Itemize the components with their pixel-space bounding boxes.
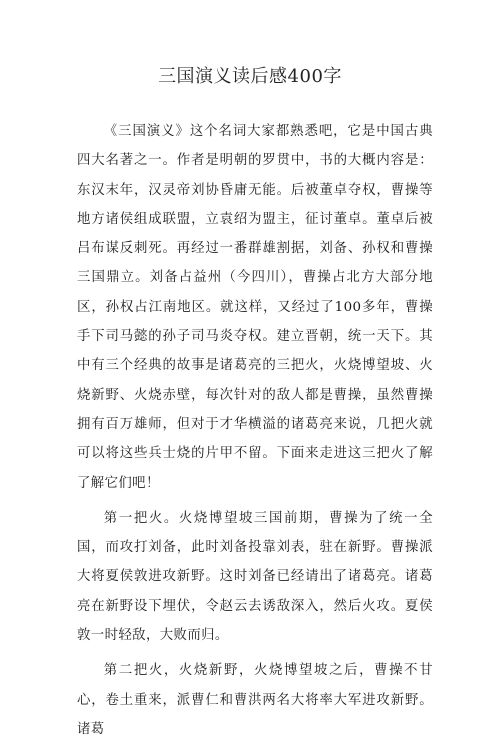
paragraph-intro: 《三国演义》这个名词大家都熟悉吧，它是中国古典四大名著之一。作者是明朝的罗贯中，书的大概内容是：东汉末年，汉灵帝刘协昏庸无能。后被董卓夺权，曹操等地方诸侯组成联盟，立袁绍为盟主，征讨董卓。董卓后被吕布谋反刺死。再经过一番群雄割据，刘备、孙权和曹操三国鼎立。刘备占益州（今四川），曹操占北方大部分地区，孙权占江南地区。就这样，又经过了100多年，曹操手下司马懿的孙子司马炎夺权。建立晋朝，统一天下。其中有三个经典的故事是诸葛亮的三把火，火烧博望坡、火烧新野、火烧赤壁，每次针对的敌人都是曹操，虽然曹操拥有百万雄师，但对于才华横溢的诸葛亮来说，几把火就可以将这些兵士烧的片甲不留。下面来走进这三把火了解了解它们吧！: [77, 124, 433, 491]
document-title: 三国演义读后感400字: [158, 66, 342, 87]
paragraph-second-fire: 第二把火，火烧新野，火烧博望坡之后，曹操不甘心，卷土重来，派曹仁和曹洪两名大将率大军进攻新野。诸葛: [77, 663, 433, 737]
document-body: [77, 117, 433, 750]
paragraph-first-fire: 第一把火。火烧博望坡三国前期，曹操为了统一全国，而攻打刘备，此时刘备投靠刘表，驻在新野。曹操派大将夏侯敦进攻新野。这时刘备已经请出了诸葛亮。诸葛亮在新野设下埋伏，令赵云去诱敌深入，然后火攻。夏侯敦一时轻敌，大败而归。: [77, 510, 433, 644]
